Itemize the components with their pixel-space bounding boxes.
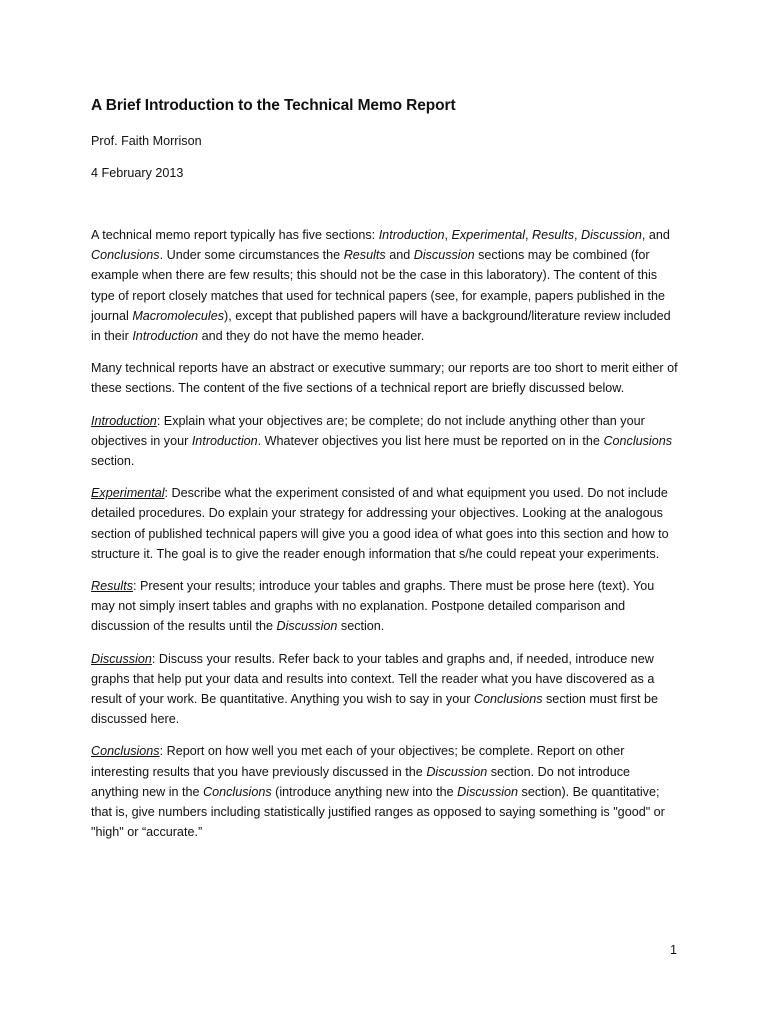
- document-title: A Brief Introduction to the Technical Memo Report: [91, 97, 456, 114]
- section-heading: Results: [91, 579, 133, 594]
- section-results: Results: Present your results; introduce your tables and graphs. There must be prose here (text). You may not simply insert tables and graphs with no explanation. Postpone detailed comparison and discussion of the results until the Discussion section.: [91, 579, 655, 634]
- intro-paragraph: A technical memo report typically has five sections: Introduction, Experimental, Results, Discussion, and Conclusions. Under some circumstances the Results and Discussion sections may be combined (for example when there are few results; this should not be the case in this laboratory). The content of this type of report closely matches that used for technical papers (see, for example, papers published in the journal Macromolecules), except that published papers will have a background/literature review included in their Introduction and they do not have the memo header.: [91, 228, 671, 344]
- section-conclusions: Conclusions: Report on how well you met each of your objectives; be complete. Report on other interesting results that you have previously discussed in the Discussion section. Do not introduce anything new in the Conclusions (introduce anything new into the Discussion section). Be quantitative; that is, give numbers including statistically justified ranges as opposed to saying something is "good" or "high" or “accurate.”: [91, 744, 665, 840]
- document-body: [91, 225, 680, 842]
- date-line: 4 February 2013: [91, 166, 184, 180]
- section-introduction: Introduction: Explain what your objectives are; be complete; do not include anything other than your objectives in your Introduction. Whatever objectives you list here must be reported on in the Conclusions section.: [91, 413, 673, 469]
- author-line: Prof. Faith Morrison: [91, 134, 202, 148]
- page-number: 1: [670, 943, 678, 957]
- section-heading: Experimental: [91, 486, 165, 501]
- section-heading: Discussion: [91, 651, 152, 666]
- summary-paragraph: Many technical reports have an abstract or executive summary; our reports are too short to merit either of these sections. The content of the five sections of a technical report are briefly discussed below.: [91, 361, 678, 396]
- section-discussion: Discussion: Discuss your results. Refer back to your tables and graphs and, if needed, introduce new graphs that help put your data and results into context. Tell the reader what you have discovered as a result of your work. Be quantitative. Anything you wish to say in your Conclusions section must first be discussed here.: [91, 651, 658, 727]
- section-heading: Conclusions: [91, 744, 160, 759]
- section-heading: Introduction: [91, 413, 157, 428]
- section-experimental: Experimental: Describe what the experiment consisted of and what equipment you used. Do not include detailed procedures. Do explain your strategy for addressing your objectives. Looking at the analogous section of published technical papers will give you a good idea of what goes into this section and how to structure it. The goal is to give the reader enough information that s/he could repeat your experiments.: [91, 486, 669, 561]
